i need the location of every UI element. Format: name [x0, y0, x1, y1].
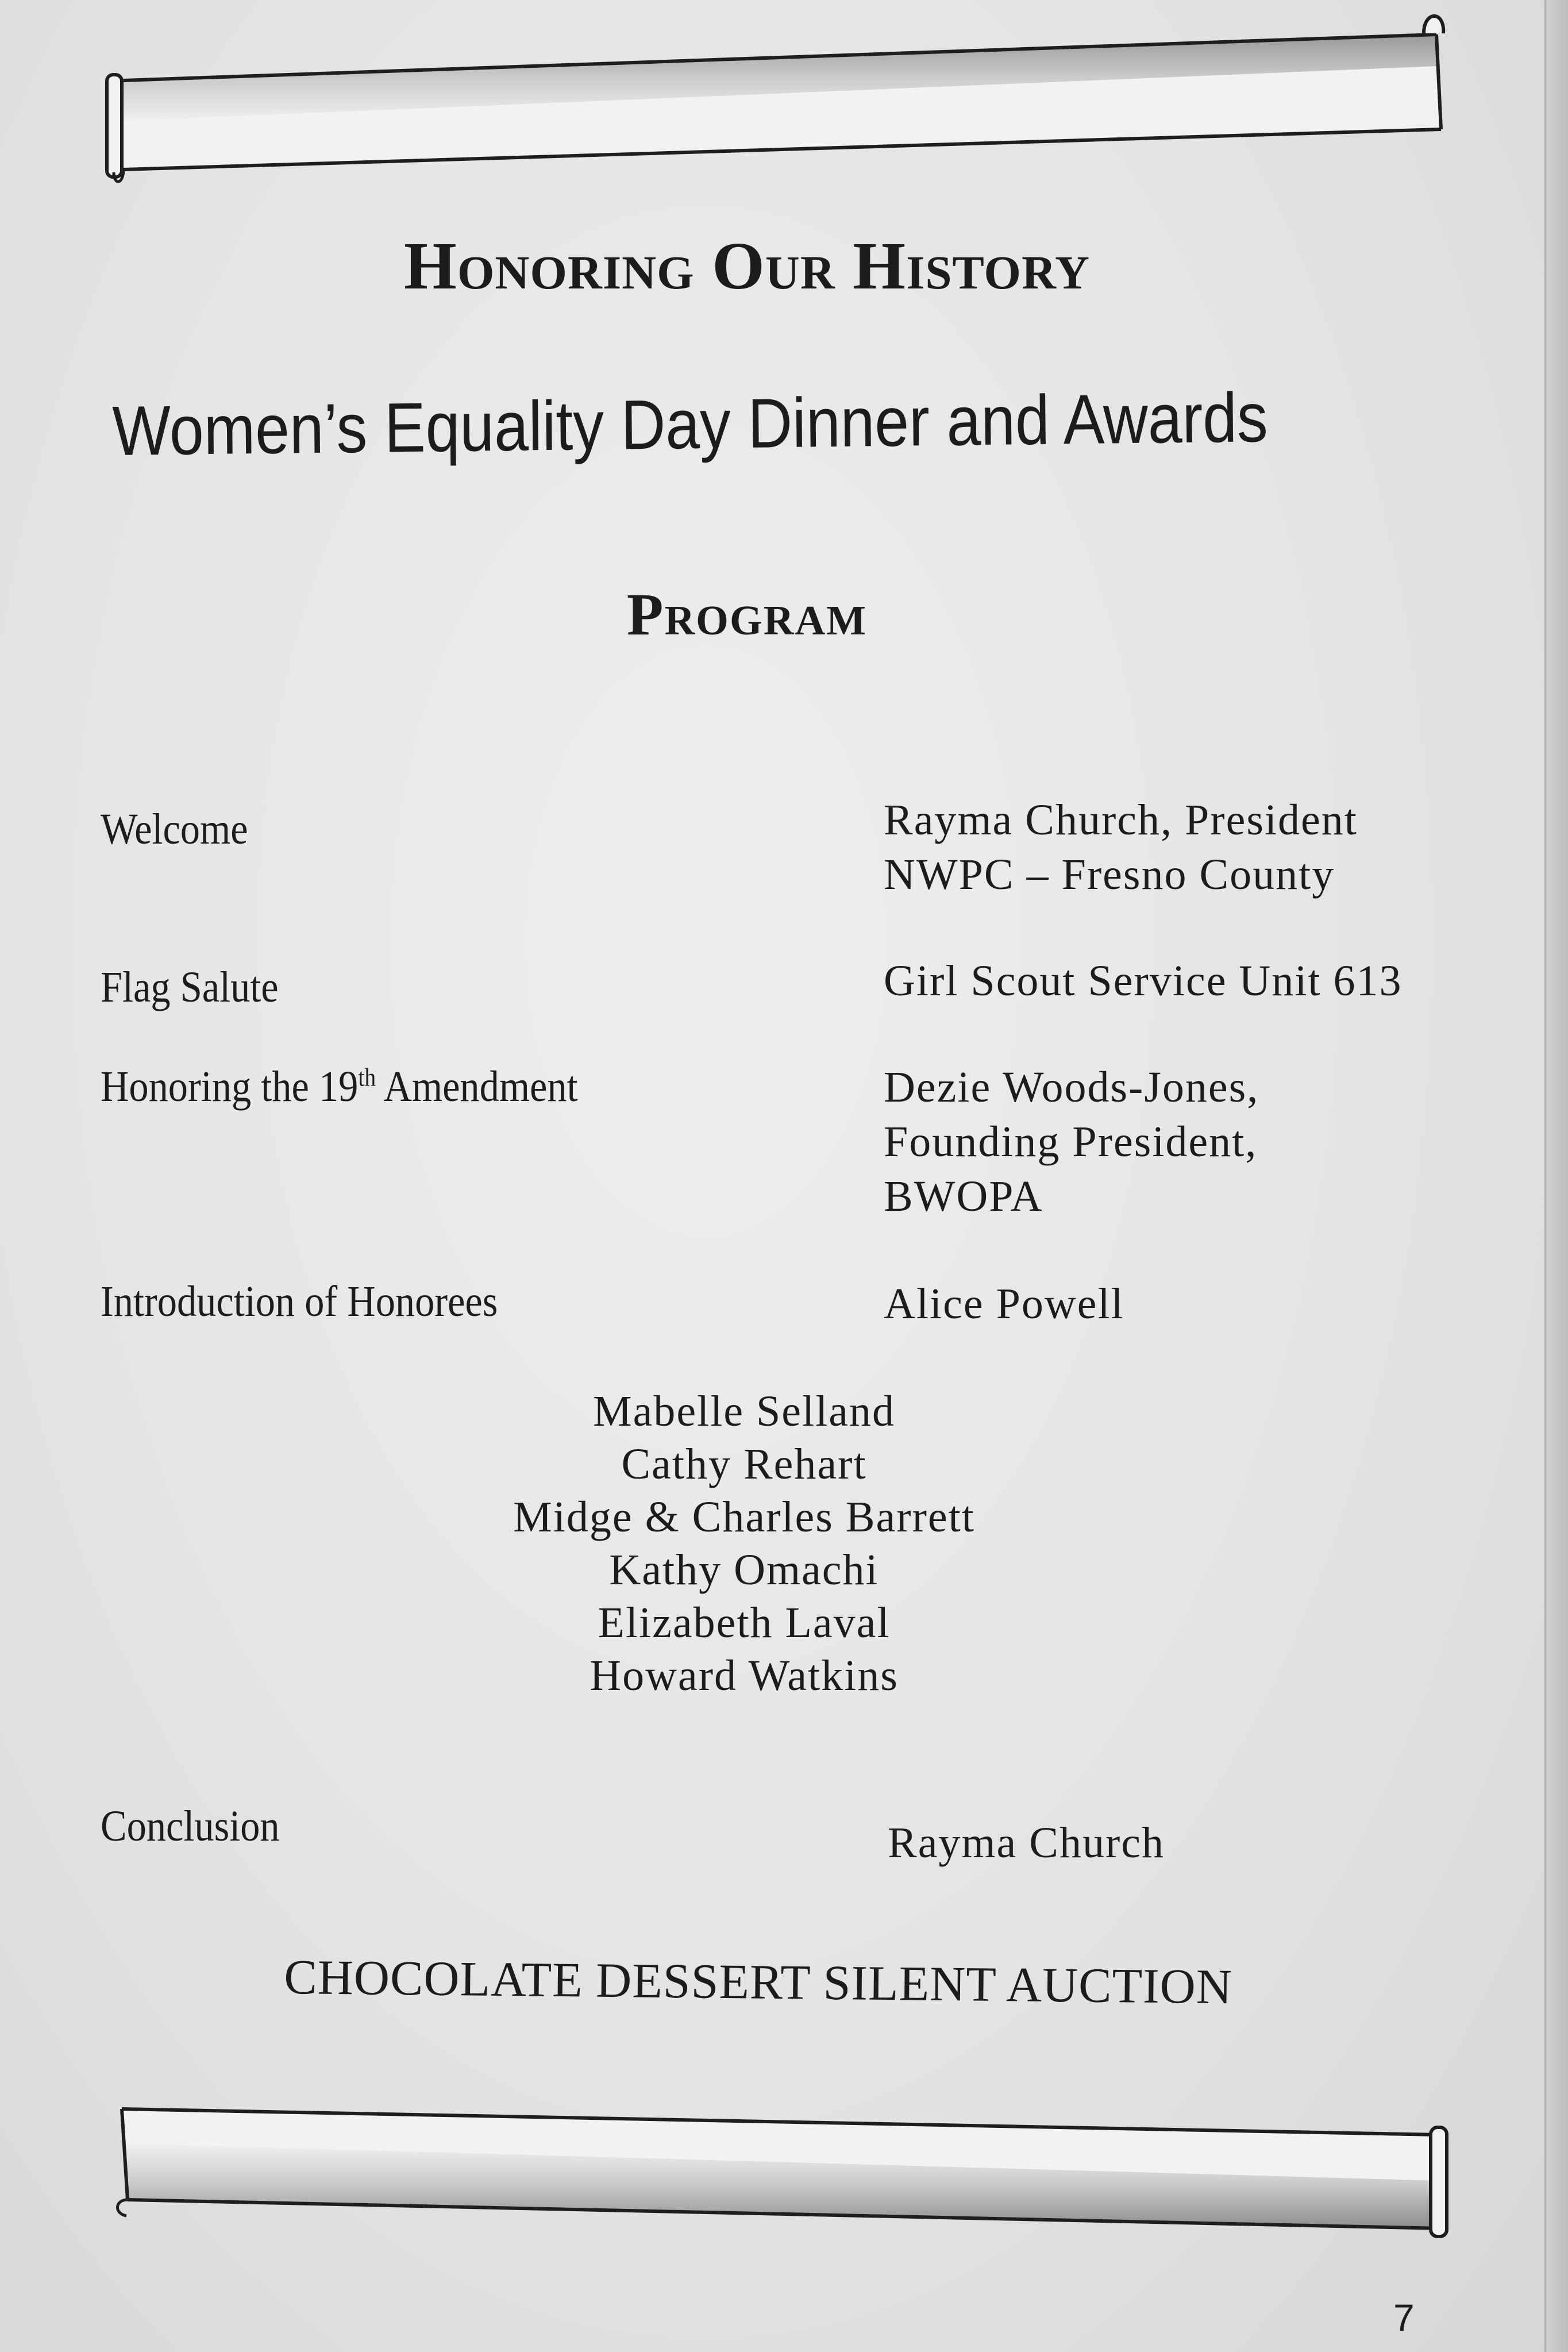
program-item-label-part: Honoring the 19 — [101, 1063, 359, 1111]
honoree-name: Elizabeth Laval — [598, 1599, 891, 1647]
auction-announcement: CHOCOLATE DESSERT SILENT AUCTION — [283, 1949, 1233, 2015]
honoree-name: Howard Watkins — [590, 1652, 899, 1700]
program-item-label-part: Amendment — [376, 1063, 578, 1111]
ordinal-suffix: th — [358, 1063, 376, 1092]
event-subtitle: Women’s Equality Day Dinner and Awards — [112, 378, 1269, 470]
presenter-line: Rayma Church, President — [884, 796, 1358, 844]
program-item-19th-amendment — [101, 1062, 578, 1112]
presenter-line: BWOPA — [884, 1172, 1043, 1221]
page-edge — [1544, 0, 1568, 2352]
honoree-name: Kathy Omachi — [609, 1546, 879, 1594]
honorees-list — [0, 1385, 1488, 1702]
presenter-line: Founding President, — [884, 1118, 1258, 1166]
presenter-flag-salute — [884, 954, 1403, 1008]
program-item-welcome: Welcome — [101, 805, 248, 853]
presenter-line: Rayma Church — [888, 1819, 1165, 1867]
honoree-name: Mabelle Selland — [593, 1387, 895, 1435]
program-item-flag-salute: Flag Salute — [101, 963, 279, 1011]
program-item-conclusion: Conclusion — [101, 1802, 280, 1850]
presenter-welcome — [884, 793, 1358, 902]
presenter-line: NWPC – Fresno County — [884, 850, 1335, 899]
presenter-line: Dezie Woods-Jones, — [884, 1063, 1259, 1111]
presenter-introduction — [884, 1277, 1124, 1331]
page-title: Honoring Our History — [404, 228, 1090, 303]
honoree-name: Cathy Rehart — [621, 1440, 867, 1488]
presenter-line: Alice Powell — [884, 1280, 1124, 1328]
honoree-name: Midge & Charles Barrett — [513, 1493, 975, 1541]
presenter-line: Girl Scout Service Unit 613 — [884, 957, 1403, 1005]
page-number: 7 — [1393, 2296, 1415, 2339]
bottom-scroll-banner-icon — [0, 2080, 1568, 2253]
presenter-conclusion — [888, 1816, 1165, 1870]
section-heading: Program — [626, 582, 868, 648]
presenter-19th-amendment — [884, 1060, 1259, 1224]
top-scroll-banner-icon — [0, 0, 1568, 195]
program-item-introduction: Introduction of Honorees — [101, 1277, 498, 1326]
